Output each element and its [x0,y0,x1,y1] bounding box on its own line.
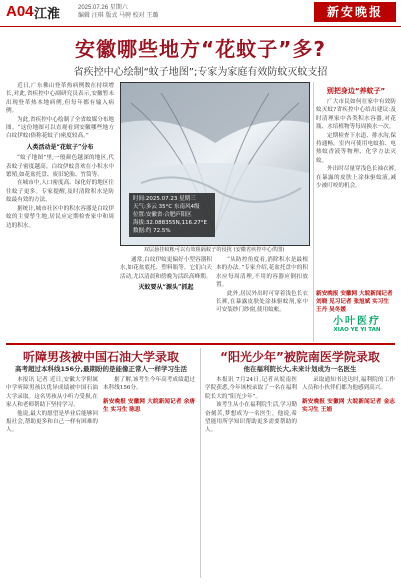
section-divider [6,343,395,345]
column-divider [313,82,314,342]
column-divider [200,348,201,578]
photo-overlay [129,193,215,237]
article-left-column [6,82,114,342]
sidebar-column [316,98,396,290]
paragraph: 为此,省疾控中心绘制了全省蚊媒分布地图。“这份地图可以直观看到安徽哪些地方白纹伊蚊(俗称花蚊子)密度较高。” [6,116,114,140]
paragraph: 该考生从小在福利院生活,学习勤奋刻苦,梦想成为一名医生。他说,希望能用所学知识帮助更多需要帮助的人。 [205,402,297,434]
bottom-right-author: 新安晚报 安徽网 大皖新闻记者 金志 实习生 王娟 [302,398,395,413]
paragraph: 近日,广东佛山登革热病例数在持续增长,对此,省疾控中心副研究员表示,安徽暂未出现登革热本地病例,但每年都有输入病例。 [6,83,114,115]
paragraph: “从防控角度看,消除积水是最根本的办法。”专家介绍,花盆托盘中的积水应每周清理,不用的容器应倒扣放置。 [216,257,308,289]
paragraph: 本报讯 7月24日,记者从皖南医学院获悉,今年该校录取了一名在福利院长大的“阳光少年”。 [205,377,297,400]
overlay-line: 数据:约 72.5% [133,228,171,234]
bottom-left-col-2 [103,376,195,576]
paragraph: 广大市民如何在家中有效防蚊灭蚊?省疾控中心给出建议:及时清理家中各类积水容器,对花瓶、水培植物等每周换水一次。 [316,99,396,131]
overlay-line: 海拔:32.088355N,116.27°E [133,220,207,226]
paragraph: 据了解,该考生今年高考成绩超过本科线156分。 [103,377,195,392]
sidebar-author: 新安晚报 安徽网 大皖新闻记者 刘晓 见习记者 张旭斌 实习生 王丹 吴冬媛 [316,291,393,313]
page-number: A04 [6,3,34,20]
subheading: 人类活动是“花蚊子”分布 [26,143,94,151]
headline-subtitle: 省疾控中心绘制“蚊子地图”;专家为家庭有效防蚊灭蚊支招 [73,67,328,78]
bottom-right-headline: “阳光少年”被院南医学院录取 [220,350,380,364]
paragraph: 他说,最大的愿望是毕业后能够回报社会,帮助更多和自己一样有困难的人。 [6,410,98,434]
paragraph: 此外,居民外出时可穿着浅色长衣长裤,在暴露皮肤处涂抹驱蚊剂,家中可安装纱门纱窗,使用蚊帐。 [216,290,308,314]
overlay-line: 天气:多云 35°C 东南风4级 [133,204,200,210]
bottom-right-col-1 [205,376,297,576]
paragraph: 定期检查下水道、排水沟,保持通畅。室内可使用电蚊拍、电热蚊香液等物理、化学方法灭蚊。 [316,132,396,164]
article-mid-column-1 [120,256,212,344]
sidebar-title: 别把身边“养蚊子” [326,87,386,95]
bottom-right-subtitle: 他在福利院长大,未来计划成为一名医生 [243,365,357,373]
bottom-left-author: 新安晚报 安徽网 大皖新闻记者 余唐生 实习生 陈思 [103,398,195,413]
xiaoyi-title: 小叶医疗 [333,316,381,327]
photo-caption: 双层悬挂蚊帐可以有效阻隔蚊子的侵扰 (安徽省疾控中心供图) [143,247,285,253]
masthead-date: 2025.07.26 星期六 [78,5,128,11]
masthead-editors: 编辑 汪琪 版式 马骋 校对 王璐 [78,13,159,19]
headline: 安徽哪些地方“花蚊子”多? [75,37,326,61]
paragraph: 本报讯 记者 近日,安徽大学附属中学听障男孩以优异成绩被中国石油大学录取。这名男孩从小听力受损,在家人和老师帮助下坚持学习。 [6,377,98,409]
newspaper-logo: 新安晚报 [314,2,396,22]
mosquito-net-photo [120,82,310,246]
overlay-line: 时间:2025.07.23 星期三 [133,196,196,202]
bottom-left-headline: 听障男孩被中国石油大学录取 [22,350,179,364]
bottom-right-col-2 [302,376,395,576]
masthead-meta [78,4,158,20]
paragraph: 据统计,城市社区中的积水容器是白纹伊蚊的主要孳生地,居民应定期检查家中和周边的积水。 [6,205,114,229]
paragraph: 在城市中,人口密度高、绿化好的地区往往蚊子更多。专家提醒,及时清除积水是防蚊最有效的方法。 [6,180,114,204]
paragraph: 外出时尽量穿浅色长袖衣裤,在暴露的皮肤上涂抹驱蚊液,减少被叮咬的机会。 [316,166,396,190]
paragraph: “蚊子地图”里,一般颜色越深的地区,代表蚊子密度越高。白纹伊蚊喜欢在小积水中繁殖,如花盆托盘、废旧轮胎、竹筒等。 [6,155,114,179]
bottom-left-subtitle: 高考超过本科线156分,最期盼的是能像正常人一样学习生活 [14,365,188,373]
article-mid-column-2 [216,256,308,344]
masthead [0,0,401,27]
bottom-left-col-1 [6,376,98,576]
xiaoyi-subtitle: XIAO YE YI TAN [333,327,381,333]
overlay-line: 位置:安徽省·合肥庐阳区 [133,212,192,218]
paragraph: 通常,白纹伊蚊更偏好小型容器积水,如花盆底托、塑料瓶等。它们白天活动,尤以清晨和傍晚为活跃高峰期。 [120,257,212,280]
section-name: 江淮 [34,6,61,21]
xiaoyi-logo [316,312,398,334]
subheading: 灭蚊要从“源头”抓起 [138,284,194,292]
paragraph: 录取通知书送达时,福利院的工作人员和小伙伴们都为他感到高兴。 [302,377,395,392]
